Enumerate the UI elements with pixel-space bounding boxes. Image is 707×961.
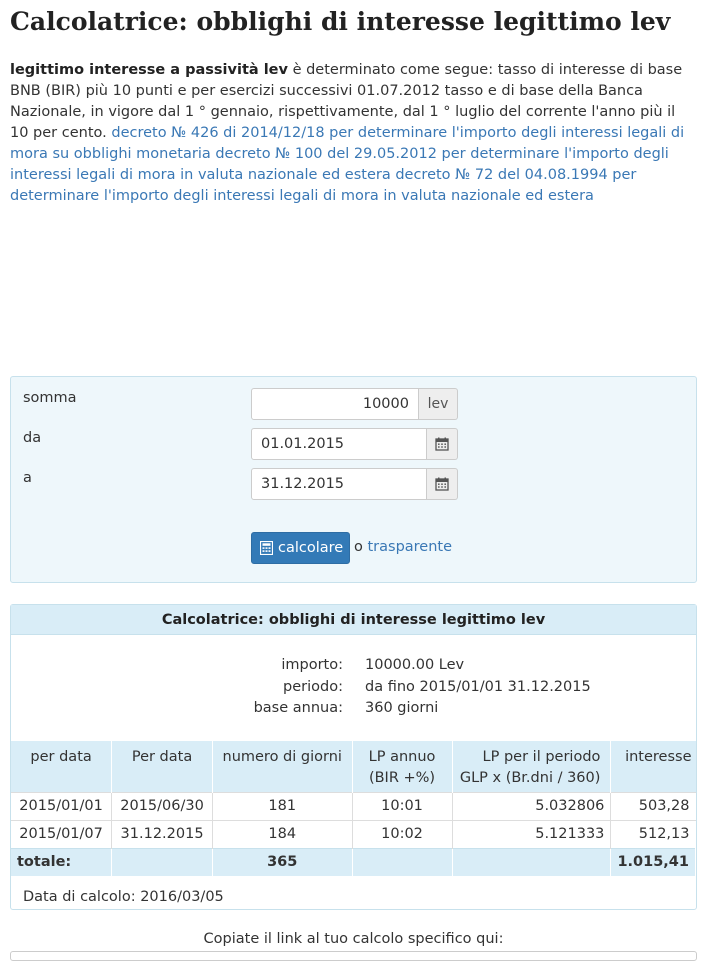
cell-to-date: 31.12.2015 bbox=[112, 820, 213, 848]
summary-row bbox=[11, 700, 696, 722]
result-table bbox=[11, 741, 696, 876]
cell-lp-period: 5.032806 bbox=[452, 792, 611, 820]
cell-interest: 512,13 bbox=[611, 820, 696, 848]
cell-lp-annual: 10:02 bbox=[352, 820, 452, 848]
table-row bbox=[11, 820, 696, 848]
amount-row bbox=[11, 388, 696, 420]
summary-row bbox=[11, 657, 696, 679]
from-date-input-group bbox=[251, 428, 458, 460]
header-from-date: per data bbox=[11, 741, 112, 792]
share-link-input[interactable] bbox=[10, 951, 697, 961]
calculator-form bbox=[10, 376, 697, 583]
page-title: Calcolatrice: obblighi di interesse legittimo lev bbox=[10, 7, 671, 36]
total-empty bbox=[112, 848, 213, 876]
calculate-button[interactable] bbox=[251, 532, 350, 564]
total-label: totale: bbox=[11, 848, 112, 876]
intro-bold: legittimo interesse a passività lev bbox=[10, 62, 288, 78]
summary-row bbox=[11, 679, 696, 701]
summary-key: periodo: bbox=[283, 678, 343, 695]
decree-100-link[interactable]: decreto № 100 del 29.05.2012 per determinare l'importo degli interessi legali di mora in valuta nazionale ed estera bbox=[10, 146, 669, 183]
result-title: Calcolatrice: obblighi di interesse legittimo lev bbox=[11, 605, 696, 635]
to-date-row bbox=[11, 468, 696, 500]
cell-days: 181 bbox=[212, 792, 352, 820]
summary-key: importo: bbox=[281, 657, 343, 673]
amount-label: somma bbox=[23, 390, 77, 406]
cell-days: 184 bbox=[212, 820, 352, 848]
calculator-icon bbox=[260, 541, 273, 555]
amount-input[interactable] bbox=[251, 388, 419, 420]
total-interest: 1.015,41 bbox=[611, 848, 696, 876]
from-calendar-button[interactable] bbox=[427, 428, 458, 460]
to-date-input-group bbox=[251, 468, 458, 500]
decree-72-link[interactable]: decreto № 72 del 04.08.1994 per determinare l'importo degli interessi legali di mora in valuta nazionale ed estera bbox=[10, 167, 637, 204]
calculate-button-label: calcolare bbox=[278, 540, 344, 556]
header-interest: interesse bbox=[611, 741, 696, 792]
calendar-icon bbox=[435, 437, 449, 451]
header-lp-period-line2: GLP x (Br.dni / 360) bbox=[459, 770, 601, 786]
clear-link[interactable]: trasparente bbox=[367, 539, 453, 555]
intro-text: è determinato come segue: tasso di interesse di base BNB (BIR) più 10 punti e per esercizi successivi 01.07.2012 tasso e di base della Banca Nazionale, in vigore dal 1 ° gennaio, rispettivamente, dal 1 ° luglio del corrente l'anno più il 10 per cento. bbox=[10, 62, 683, 141]
header-lp-period bbox=[452, 741, 611, 792]
total-empty bbox=[352, 848, 452, 876]
or-clear bbox=[354, 539, 452, 555]
header-lp-period-line1: LP per il periodo bbox=[482, 749, 601, 765]
amount-unit: lev bbox=[419, 388, 458, 420]
cell-to-date: 2015/06/30 bbox=[112, 792, 213, 820]
cell-from-date: 2015/01/07 bbox=[11, 820, 112, 848]
summary-value: 10000.00 Lev bbox=[365, 657, 465, 673]
from-date-input[interactable] bbox=[251, 428, 427, 460]
header-to-date: Per data bbox=[112, 741, 213, 792]
copy-link-label: Copiate il link al tuo calcolo specifico qui: bbox=[203, 931, 504, 947]
header-lp-annual bbox=[352, 741, 452, 792]
to-date-input[interactable] bbox=[251, 468, 427, 500]
header-days: numero di giorni bbox=[212, 741, 352, 792]
to-date-label: a bbox=[23, 470, 32, 486]
summary-key: base annua: bbox=[253, 700, 343, 716]
table-total-row bbox=[11, 848, 696, 876]
or-text: o bbox=[354, 539, 363, 555]
amount-input-group bbox=[251, 388, 458, 420]
calendar-icon bbox=[435, 477, 449, 491]
cell-from-date: 2015/01/01 bbox=[11, 792, 112, 820]
table-row bbox=[11, 792, 696, 820]
decree-426-link[interactable]: decreto № 426 di 2014/12/18 per determinare l'importo degli interessi legali di mora su obblighi monetaria bbox=[10, 125, 685, 162]
cell-lp-period: 5.121333 bbox=[452, 820, 611, 848]
cell-lp-annual: 10:01 bbox=[352, 792, 452, 820]
result-panel bbox=[10, 604, 697, 910]
from-date-row bbox=[11, 428, 696, 460]
table-header-row bbox=[11, 741, 696, 792]
intro-paragraph bbox=[10, 60, 697, 207]
header-lp-annual-line1: LP annuo bbox=[368, 749, 436, 765]
summary-value: 360 giorni bbox=[365, 700, 439, 716]
result-summary bbox=[11, 657, 696, 722]
cell-interest: 503,28 bbox=[611, 792, 696, 820]
summary-value: da fino 2015/01/01 31.12.2015 bbox=[365, 678, 591, 695]
calculation-date: Data di calcolo: 2016/03/05 bbox=[23, 889, 224, 905]
to-calendar-button[interactable] bbox=[427, 468, 458, 500]
total-days: 365 bbox=[212, 848, 352, 876]
from-date-label: da bbox=[23, 430, 42, 446]
header-lp-annual-line2: (BIR +%) bbox=[368, 770, 436, 786]
total-empty bbox=[452, 848, 611, 876]
